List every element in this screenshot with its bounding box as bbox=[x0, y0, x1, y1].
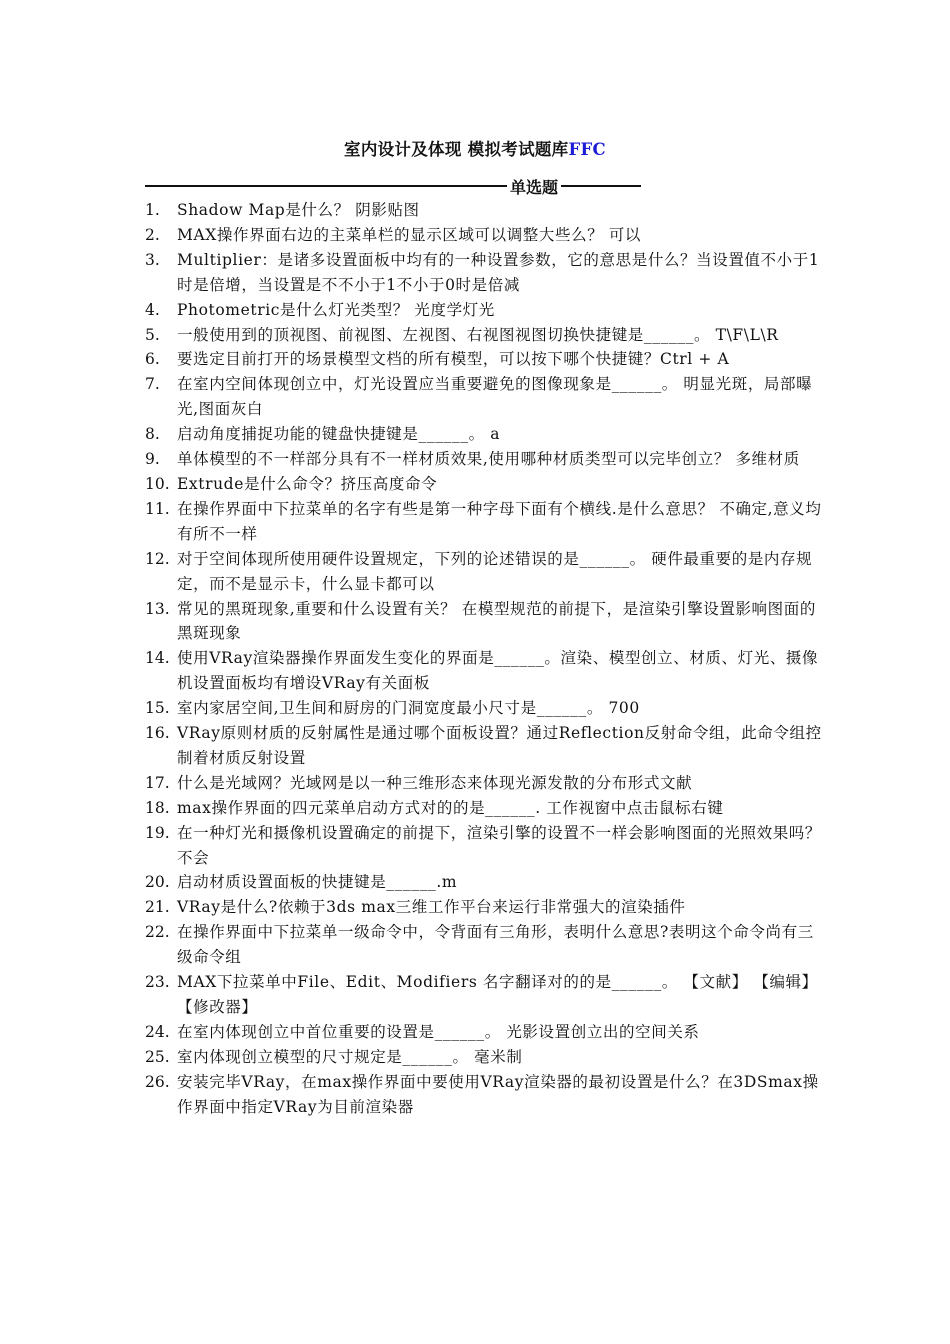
question-item bbox=[145, 198, 825, 223]
question-number: 12. bbox=[145, 549, 170, 568]
question-list bbox=[145, 198, 825, 1120]
section-rule-right bbox=[561, 185, 641, 187]
question-item bbox=[145, 920, 825, 970]
question-number: 2. bbox=[145, 225, 160, 244]
question-number: 24. bbox=[145, 1022, 170, 1041]
question-item bbox=[145, 821, 825, 871]
question-item bbox=[145, 597, 825, 647]
question-item bbox=[145, 1020, 825, 1045]
section-heading bbox=[145, 174, 825, 198]
question-number: 9. bbox=[145, 450, 160, 469]
question-text: 室内体现创立模型的尺寸规定是______。 毫米制 bbox=[177, 1047, 523, 1066]
question-number: 15. bbox=[145, 699, 170, 718]
question-text: 在一种灯光和摄像机设置确定的前提下，渲染引擎的设置不一样会影响图面的光照效果吗？ 不会 bbox=[177, 823, 827, 867]
document-title bbox=[0, 137, 950, 163]
question-text: 在室内体现创立中首位重要的设置是______。 光影设置创立出的空间关系 bbox=[177, 1022, 700, 1041]
question-item bbox=[145, 422, 825, 447]
question-text: 在室内空间体现创立中，灯光设置应当重要避免的图像现象是______。 明显光斑，局部曝光,图面灰白 bbox=[177, 375, 813, 419]
question-item bbox=[145, 696, 825, 721]
question-text: VRay是什么?依赖于3ds max三维工作平台来运行非常强大的渲染插件 bbox=[177, 898, 686, 917]
question-text: 常见的黑斑现象,重要和什么设置有关？ 在模型规范的前提下，是渲染引擎设置影响图面的黑斑现象 bbox=[177, 599, 816, 643]
title-suffix: FFC bbox=[568, 140, 606, 159]
question-number: 13. bbox=[145, 599, 170, 618]
question-text: MAX操作界面右边的主菜单栏的显示区域可以调整大些么？ 可以 bbox=[177, 225, 642, 244]
question-number: 18. bbox=[145, 798, 170, 817]
question-item bbox=[145, 372, 825, 422]
question-item bbox=[145, 1045, 825, 1070]
question-item bbox=[145, 497, 825, 547]
question-text: 在操作界面中下拉菜单的名字有些是第一种字母下面有个横线.是什么意思？ 不确定,意义均有所不一样 bbox=[177, 499, 822, 543]
question-number: 22. bbox=[145, 923, 170, 942]
question-number: 17. bbox=[145, 773, 170, 792]
question-item bbox=[145, 248, 825, 298]
question-item bbox=[145, 771, 825, 796]
question-text: 一般使用到的顶视图、前视图、左视图、右视图视图切换快捷键是______。 T\F\L\R bbox=[177, 325, 779, 344]
question-number: 10. bbox=[145, 474, 170, 493]
question-item bbox=[145, 895, 825, 920]
question-item bbox=[145, 1070, 825, 1120]
question-text: 安装完毕VRay，在max操作界面中要使用VRay渲染器的最初设置是什么？在3DSmax操作界面中指定VRay为目前渲染器 bbox=[177, 1072, 819, 1116]
question-text: 启动材质设置面板的快捷键是______.m bbox=[177, 873, 458, 892]
question-text: 室内家居空间,卫生间和厨房的门洞宽度最小尺寸是______。 700 bbox=[177, 699, 640, 718]
question-item bbox=[145, 347, 825, 372]
question-text: 单体模型的不一样部分具有不一样材质效果,使用哪种材质类型可以完毕创立？ 多维材质 bbox=[177, 450, 800, 469]
question-item bbox=[145, 298, 825, 323]
section-label: 单选题 bbox=[510, 177, 559, 197]
question-text: 使用VRay渲染器操作界面发生变化的界面是______。渲染、模型创立、材质、灯光、摄像机设置面板均有增设VRay有关面板 bbox=[177, 649, 819, 693]
question-text: 启动角度捕捉功能的键盘快捷键是______。 a bbox=[177, 425, 501, 444]
question-number: 14. bbox=[145, 649, 170, 668]
question-text: MAX下拉菜单中File、Edit、Modifiers 名字翻译对的的是______。 【文献】 【编辑】【修改器】 bbox=[177, 973, 818, 1016]
question-text: 什么是光域网？光域网是以一种三维形态来体现光源发散的分布形式文献 bbox=[177, 773, 693, 792]
question-item bbox=[145, 870, 825, 895]
question-text: Extrude是什么命令？挤压高度命令 bbox=[177, 474, 438, 493]
question-text: 要选定目前打开的场景模型文档的所有模型，可以按下哪个快捷键？Ctrl + A bbox=[177, 350, 730, 369]
section-rule-left bbox=[145, 185, 507, 187]
question-text: Shadow Map是什么？ 阴影贴图 bbox=[177, 201, 420, 219]
question-text: Photometric是什么灯光类型？ 光度学灯光 bbox=[177, 300, 495, 319]
question-number: 19. bbox=[145, 823, 170, 842]
question-item bbox=[145, 447, 825, 472]
question-number: 25. bbox=[145, 1047, 170, 1066]
question-item bbox=[145, 223, 825, 248]
question-number: 11. bbox=[145, 499, 170, 518]
question-item bbox=[145, 970, 825, 1020]
question-item bbox=[145, 721, 825, 771]
question-number: 20. bbox=[145, 873, 170, 892]
question-number: 16. bbox=[145, 724, 170, 743]
question-text: max操作界面的四元菜单启动方式对的的是______. 工作视窗中点击鼠标右键 bbox=[177, 798, 724, 817]
question-number: 26. bbox=[145, 1072, 170, 1091]
question-number: 1. bbox=[145, 201, 160, 219]
question-item bbox=[145, 323, 825, 348]
question-text: 在操作界面中下拉菜单一级命令中，令背面有三角形，表明什么意思?表明这个命令尚有三级命令组 bbox=[177, 923, 814, 967]
question-number: 7. bbox=[145, 375, 160, 394]
question-item bbox=[145, 646, 825, 696]
question-number: 23. bbox=[145, 973, 170, 992]
question-text: Multiplier：是诸多设置面板中均有的一种设置参数，它的意思是什么？当设置值不小于1时是倍增，当设置是不不小于1不小于0时是倍减 bbox=[177, 250, 820, 294]
title-main: 室内设计及体现 模拟考试题库 bbox=[344, 140, 569, 159]
question-number: 5. bbox=[145, 325, 160, 344]
question-number: 8. bbox=[145, 425, 160, 444]
question-item bbox=[145, 796, 825, 821]
question-item bbox=[145, 547, 825, 597]
question-text: VRay原则材质的反射属性是通过哪个面板设置？通过Reflection反射命令组，此命令组控制着材质反射设置 bbox=[177, 724, 822, 767]
question-text: 对于空间体现所使用硬件设置规定，下列的论述错误的是______。 硬件最重要的是内存规定，而不是显示卡，什么显卡都可以 bbox=[177, 549, 813, 593]
question-item bbox=[145, 472, 825, 497]
question-number: 6. bbox=[145, 350, 160, 369]
question-number: 4. bbox=[145, 300, 160, 319]
question-number: 3. bbox=[145, 250, 160, 269]
question-number: 21. bbox=[145, 898, 170, 917]
